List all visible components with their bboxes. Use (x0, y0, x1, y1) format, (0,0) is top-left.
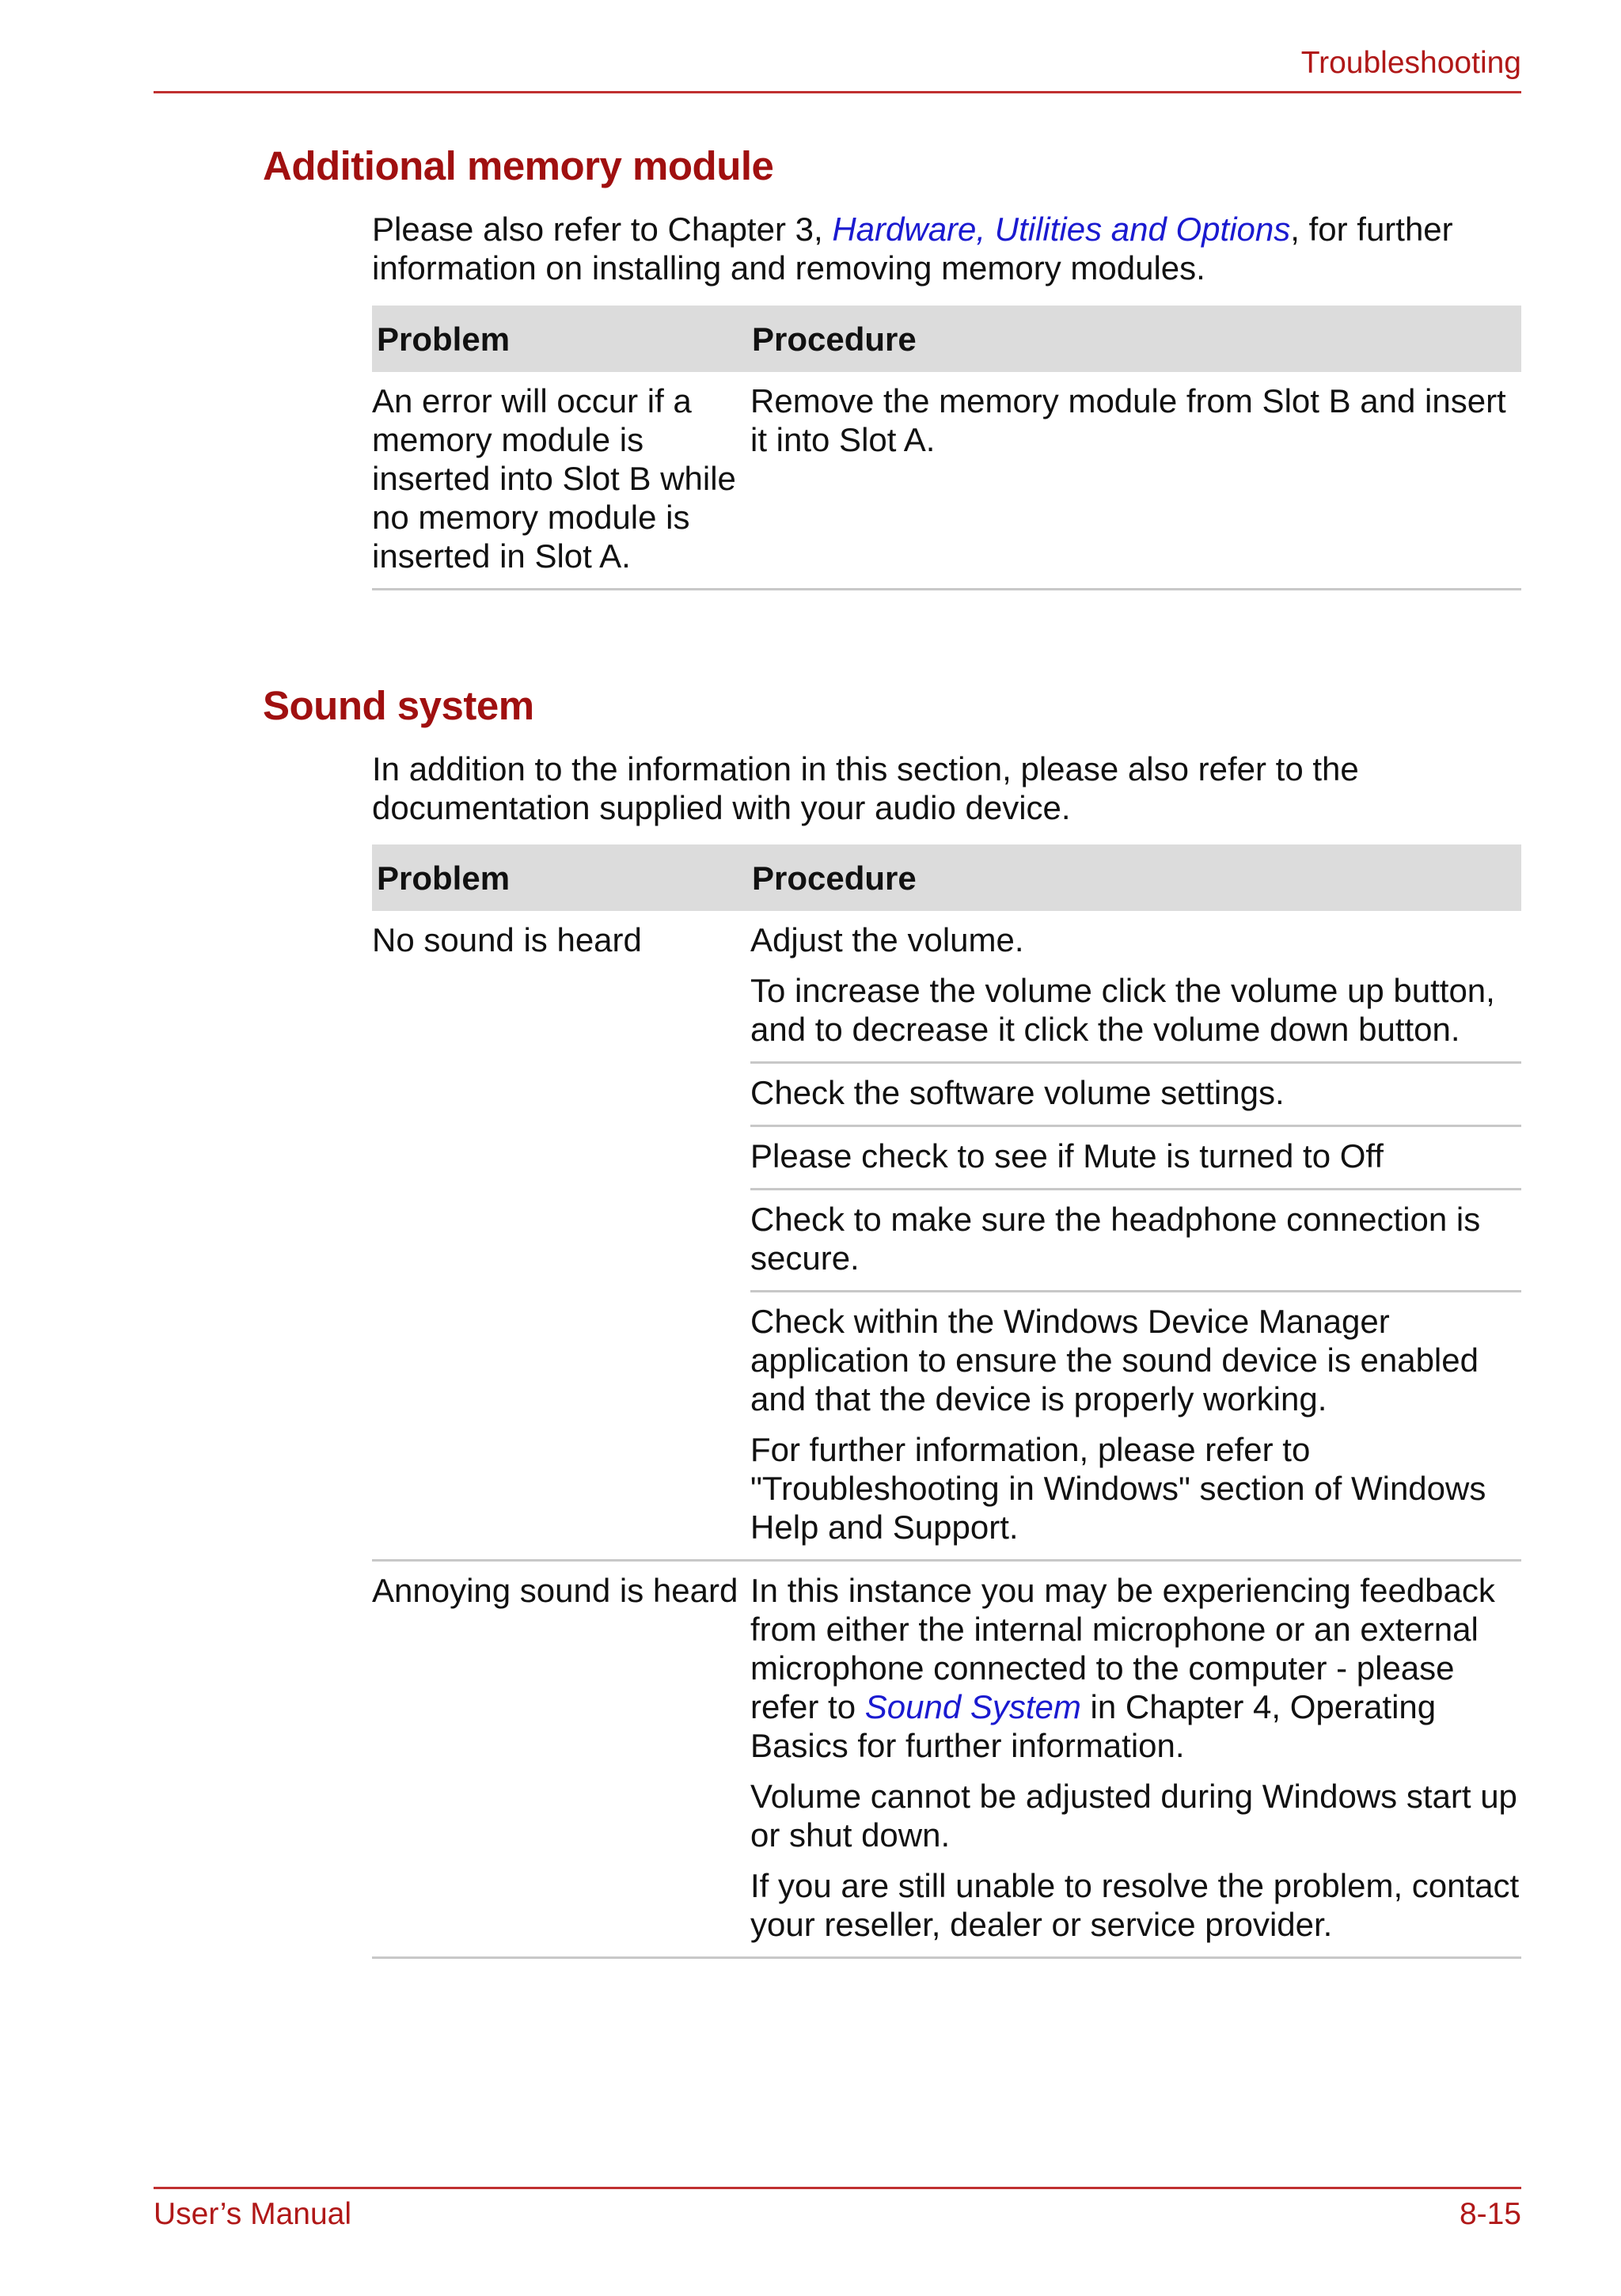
problem-cell: An error will occur if a memory module is inserted into Slot B while no memory module is inserted in Slot A. (372, 382, 736, 575)
memory-intro (372, 210, 1521, 287)
sound-system-link[interactable]: Sound System (864, 1688, 1081, 1725)
section-title-memory: Additional memory module (263, 143, 774, 188)
page-number: 8-15 (1459, 2197, 1521, 2231)
procedure-text: Please check to see if Mute is turned to Off (750, 1137, 1384, 1175)
column-header-procedure: Procedure (752, 320, 917, 358)
procedure-step (750, 1127, 1521, 1190)
procedure-text: Check within the Windows Device Manager application to ensure the sound device is enabled and that the device is properly working. (750, 1303, 1479, 1417)
sound-table (372, 844, 1521, 1959)
sound-intro: In addition to the information in this section, please also refer to the documentation supplied with your audio device. (372, 750, 1359, 826)
procedure-text: Check the software volume settings. (750, 1074, 1285, 1111)
procedure-text: Check to make sure the headphone connection is secure. (750, 1201, 1481, 1277)
procedure-text: To increase the volume click the volume up button, and to decrease it click the volume down button. (750, 972, 1495, 1048)
procedure-cell (750, 911, 1521, 1559)
column-header-procedure: Procedure (752, 859, 917, 897)
procedure-step (750, 1064, 1521, 1127)
procedure-text-start: In this instance you may be experiencing feedback from either the internal microphone or an external microphone connected to the computer - please refer to (750, 1572, 1495, 1725)
memory-intro-text: Please also refer to Chapter 3, (372, 211, 833, 248)
running-header: Troubleshooting (1300, 46, 1521, 80)
table-header (372, 844, 1521, 911)
problem-cell: No sound is heard (372, 921, 642, 958)
procedure-cell: Remove the memory module from Slot B and insert it into Slot A. (750, 382, 1506, 458)
procedure-step (750, 1571, 1521, 1956)
procedure-step (750, 1190, 1521, 1292)
table-row (372, 372, 1521, 590)
header-rule (154, 91, 1521, 93)
procedure-text (750, 1571, 1521, 1765)
table-row (372, 1562, 1521, 1959)
column-header-problem: Problem (377, 320, 511, 358)
section-title-sound: Sound system (263, 683, 534, 728)
footer-rule (154, 2187, 1521, 2189)
table-row (372, 911, 1521, 1562)
procedure-step (750, 920, 1521, 1064)
procedure-cell (750, 1562, 1521, 1956)
procedure-text-end: in Chapter 4, Operating Basics for further information. (750, 1688, 1437, 1764)
procedure-text: Adjust the volume. (750, 921, 1024, 958)
problem-cell: Annoying sound is heard (372, 1572, 738, 1609)
procedure-text: Volume cannot be adjusted during Windows start up or shut down. (750, 1778, 1517, 1854)
column-header-problem: Problem (377, 859, 511, 897)
memory-intro-text-end: , for further information on installing and removing memory modules. (372, 211, 1453, 287)
procedure-step (750, 1292, 1521, 1559)
table-header (372, 306, 1521, 372)
procedure-text: For further information, please refer to "Troubleshooting in Windows" section of Windows Help and Support. (750, 1431, 1486, 1546)
procedure-text: If you are still unable to resolve the problem, contact your reseller, dealer or service provider. (750, 1867, 1520, 1943)
memory-table (372, 306, 1521, 590)
hardware-utilities-link[interactable]: Hardware, Utilities and Options (832, 211, 1291, 248)
footer-title: User’s Manual (154, 2197, 351, 2231)
